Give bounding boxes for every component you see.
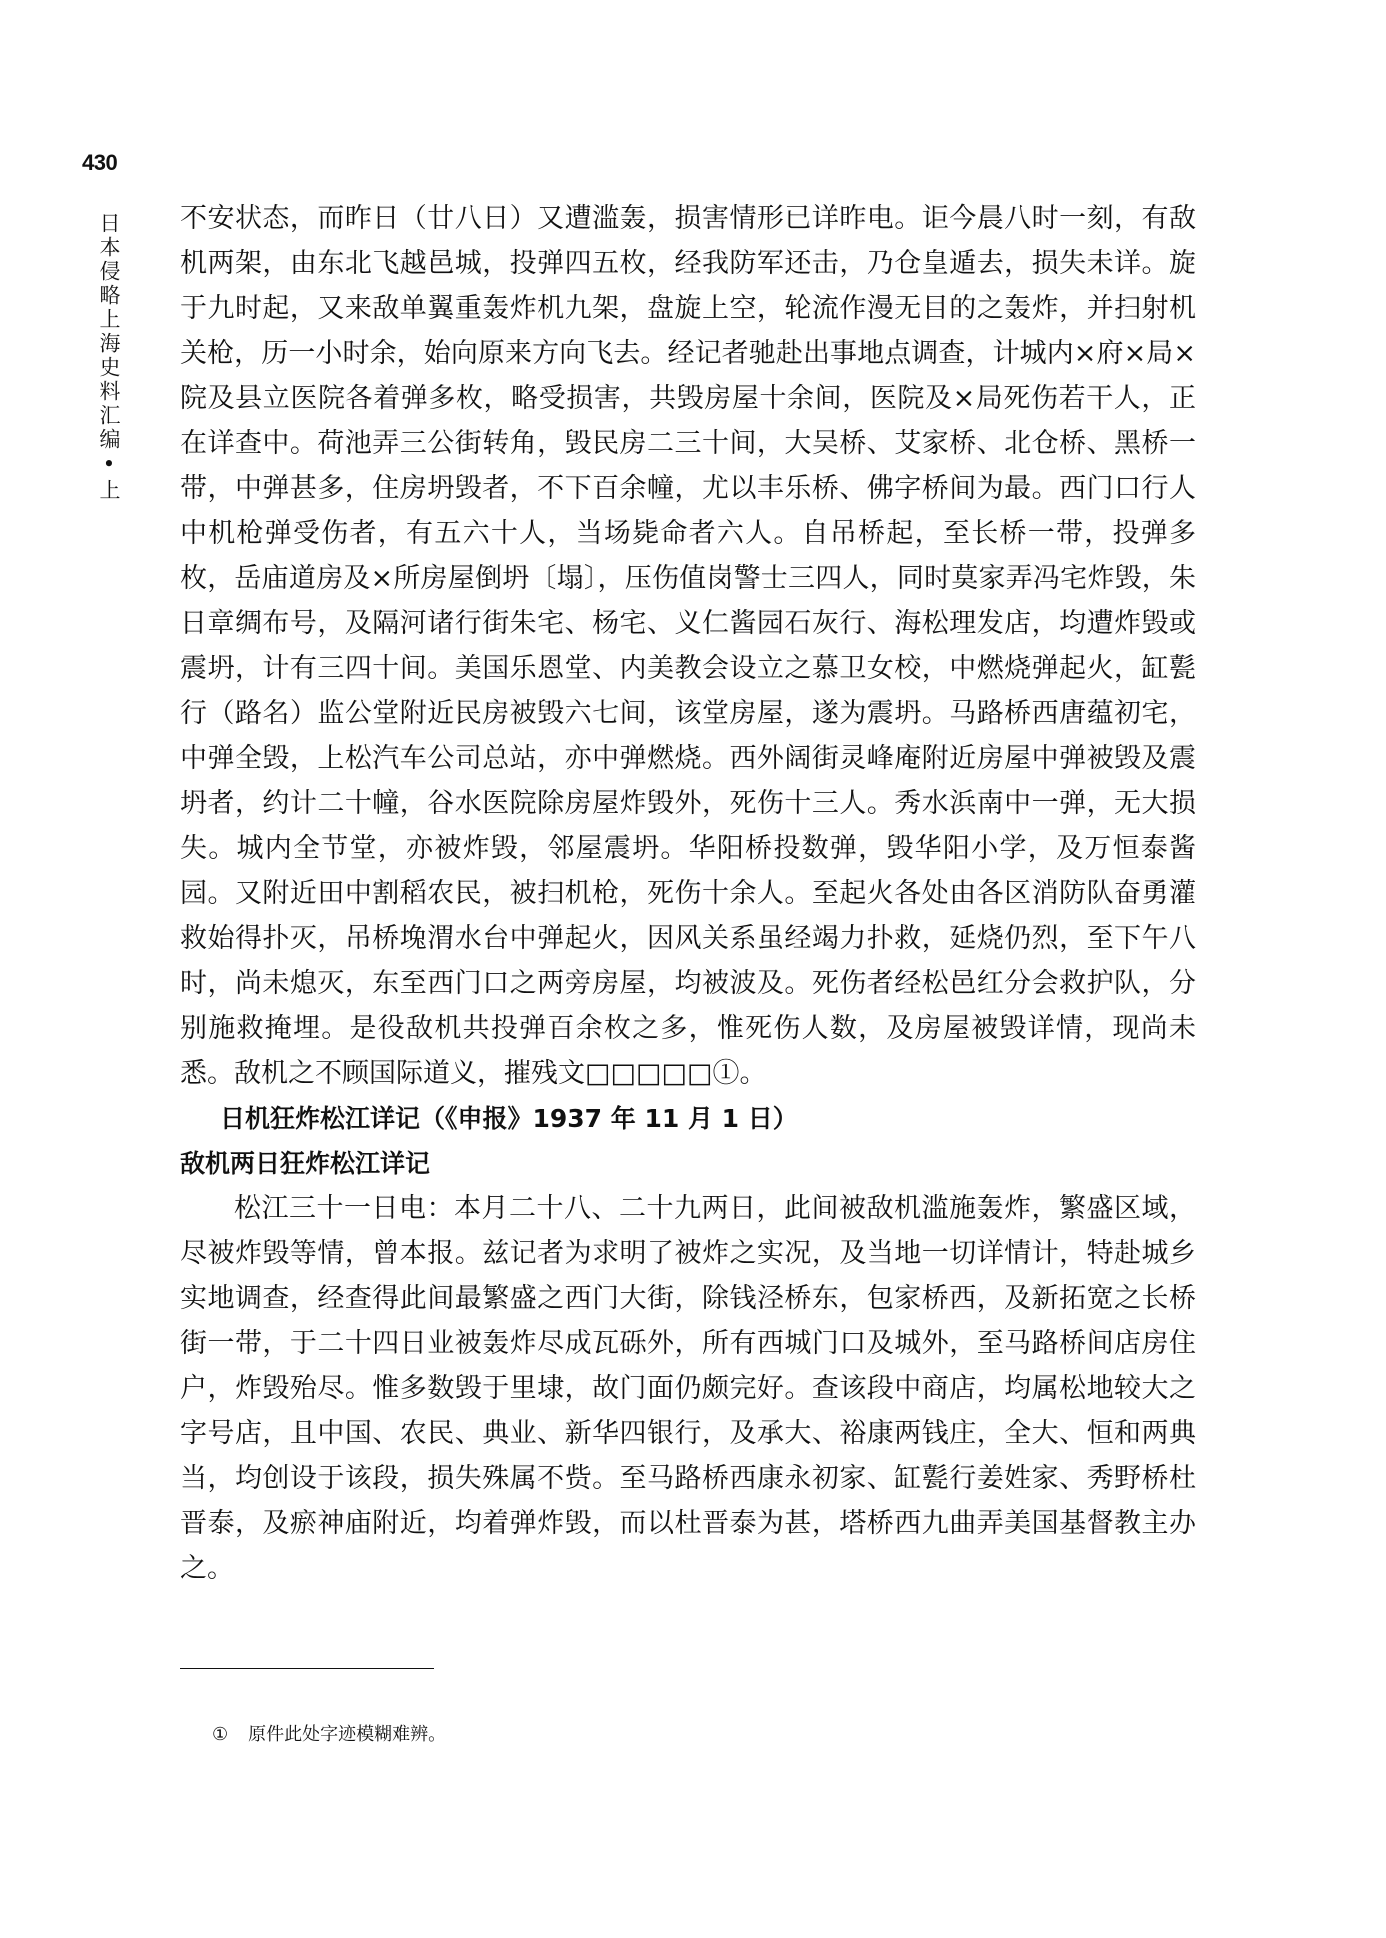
footnote-mark: ① [212,1724,229,1745]
book-title-vertical: 日本侵略上海史料汇编•上 [97,212,121,503]
article-title: 日机狂炸松江详记（《申报》1937 年 11 月 1 日） [220,1104,798,1133]
footnote-text: 原件此处字迹模糊难辨。 [248,1724,447,1745]
article-paragraph: 松江三十一日电：本月二十八、二十九两日，此间被敌机滥施轰炸，繁盛区域，尽被炸毁等情，曾本报。兹记者为求明了被炸之实况，及当地一切详情计，特赴城乡实地调查，经查得此间最繁盛之西门大街，除钱泾桥东，包家桥西，及新拓宽之长桥街一带，于二十四日业被轰炸尽成瓦砾外，所有西城门口及城外，至马路桥间店房住户，炸毁殆尽。惟多数毁于里埭，故门面仍颇完好。查该段中商店，均属松地较大之字号店，且中国、农民、典业、新华四银行，及承大、裕康两钱庄，全大、恒和两典当，均创设于该段，损失殊属不赀。至马路桥西康永初家、缸甏行姜姓家、秀野桥杜晋泰，及瘀神庙附近，均着弹炸毁，而以杜晋泰为甚，塔桥西九曲弄美国基督教主办之。 [180,1193,1196,1584]
body-text [180,196,1196,1591]
page-number: 430 [82,150,118,175]
article-subtitle: 敌机两日狂炸松江详记 [180,1149,431,1178]
footnote [212,1723,446,1747]
footnote-divider [180,1668,434,1669]
article-paragraph: 不安状态，而昨日（廿八日）又遭滥轰，损害情形已详昨电。讵今晨八时一刻，有敌机两架，由东北飞越邑城，投弹四五枚，经我防军还击，乃仓皇遁去，损失未详。旋于九时起，又来敌单翼重轰炸机九架，盘旋上空，轮流作漫无目的之轰炸，并扫射机关枪，历一小时余，始向原来方向飞去。经记者驰赴出事地点调查，计城内×府×局×院及县立医院各着弹多枚，略受损害，共毁房屋十余间，医院及×局死伤若干人，正在详查中。荷池弄三公街转角，毁民房二三十间，大吴桥、艾家桥、北仓桥、黑桥一带，中弹甚多，住房坍毁者，不下百余幢，尤以丰乐桥、佛字桥间为最。西门口行人中机枪弹受伤者，有五六十人，当场毙命者六人。自吊桥起，至长桥一带，投弹多枚，岳庙道房及×所房屋倒坍〔塌〕，压伤值岗警士三四人，同时莫家弄冯宅炸毁，朱日章绸布号，及隔河诸行街朱宅、杨宅、义仁酱园石灰行、海松理发店，均遭炸毁或震坍，计有三四十间。美国乐恩堂、内美教会设立之慕卫女校，中燃烧弹起火，缸甏行（路名）监公堂附近民房被毁六七间，该堂房屋，遂为震坍。马路桥西唐蕴初宅，中弹全毁，上松汽车公司总站，亦中弹燃烧。西外阔街灵峰庵附近房屋中弹被毁及震坍者，约计二十幢，谷水医院除房屋炸毁外，死伤十三人。秀水浜南中一弹，无大损失。城内全节堂，亦被炸毁，邻屋震坍。华阳桥投数弹，毁华阳小学，及万恒泰酱园。又附近田中割稻农民，被扫机枪，死伤十余人。至起火各处由各区消防队奋勇灌救始得扑灭，吊桥堍渭水台中弹起火，因风关系虽经竭力扑救，延烧仍烈，至下午八时，尚未熄灭，东至西门口之两旁房屋，均被波及。死伤者经松邑红分会救护队，分别施救掩埋。是役敌机共投弹百余枚之多，惟死伤人数，及房屋被毁详情，现尚未悉。敌机之不顾国际道义，摧残文□□□□□①。 [180,203,1196,1089]
